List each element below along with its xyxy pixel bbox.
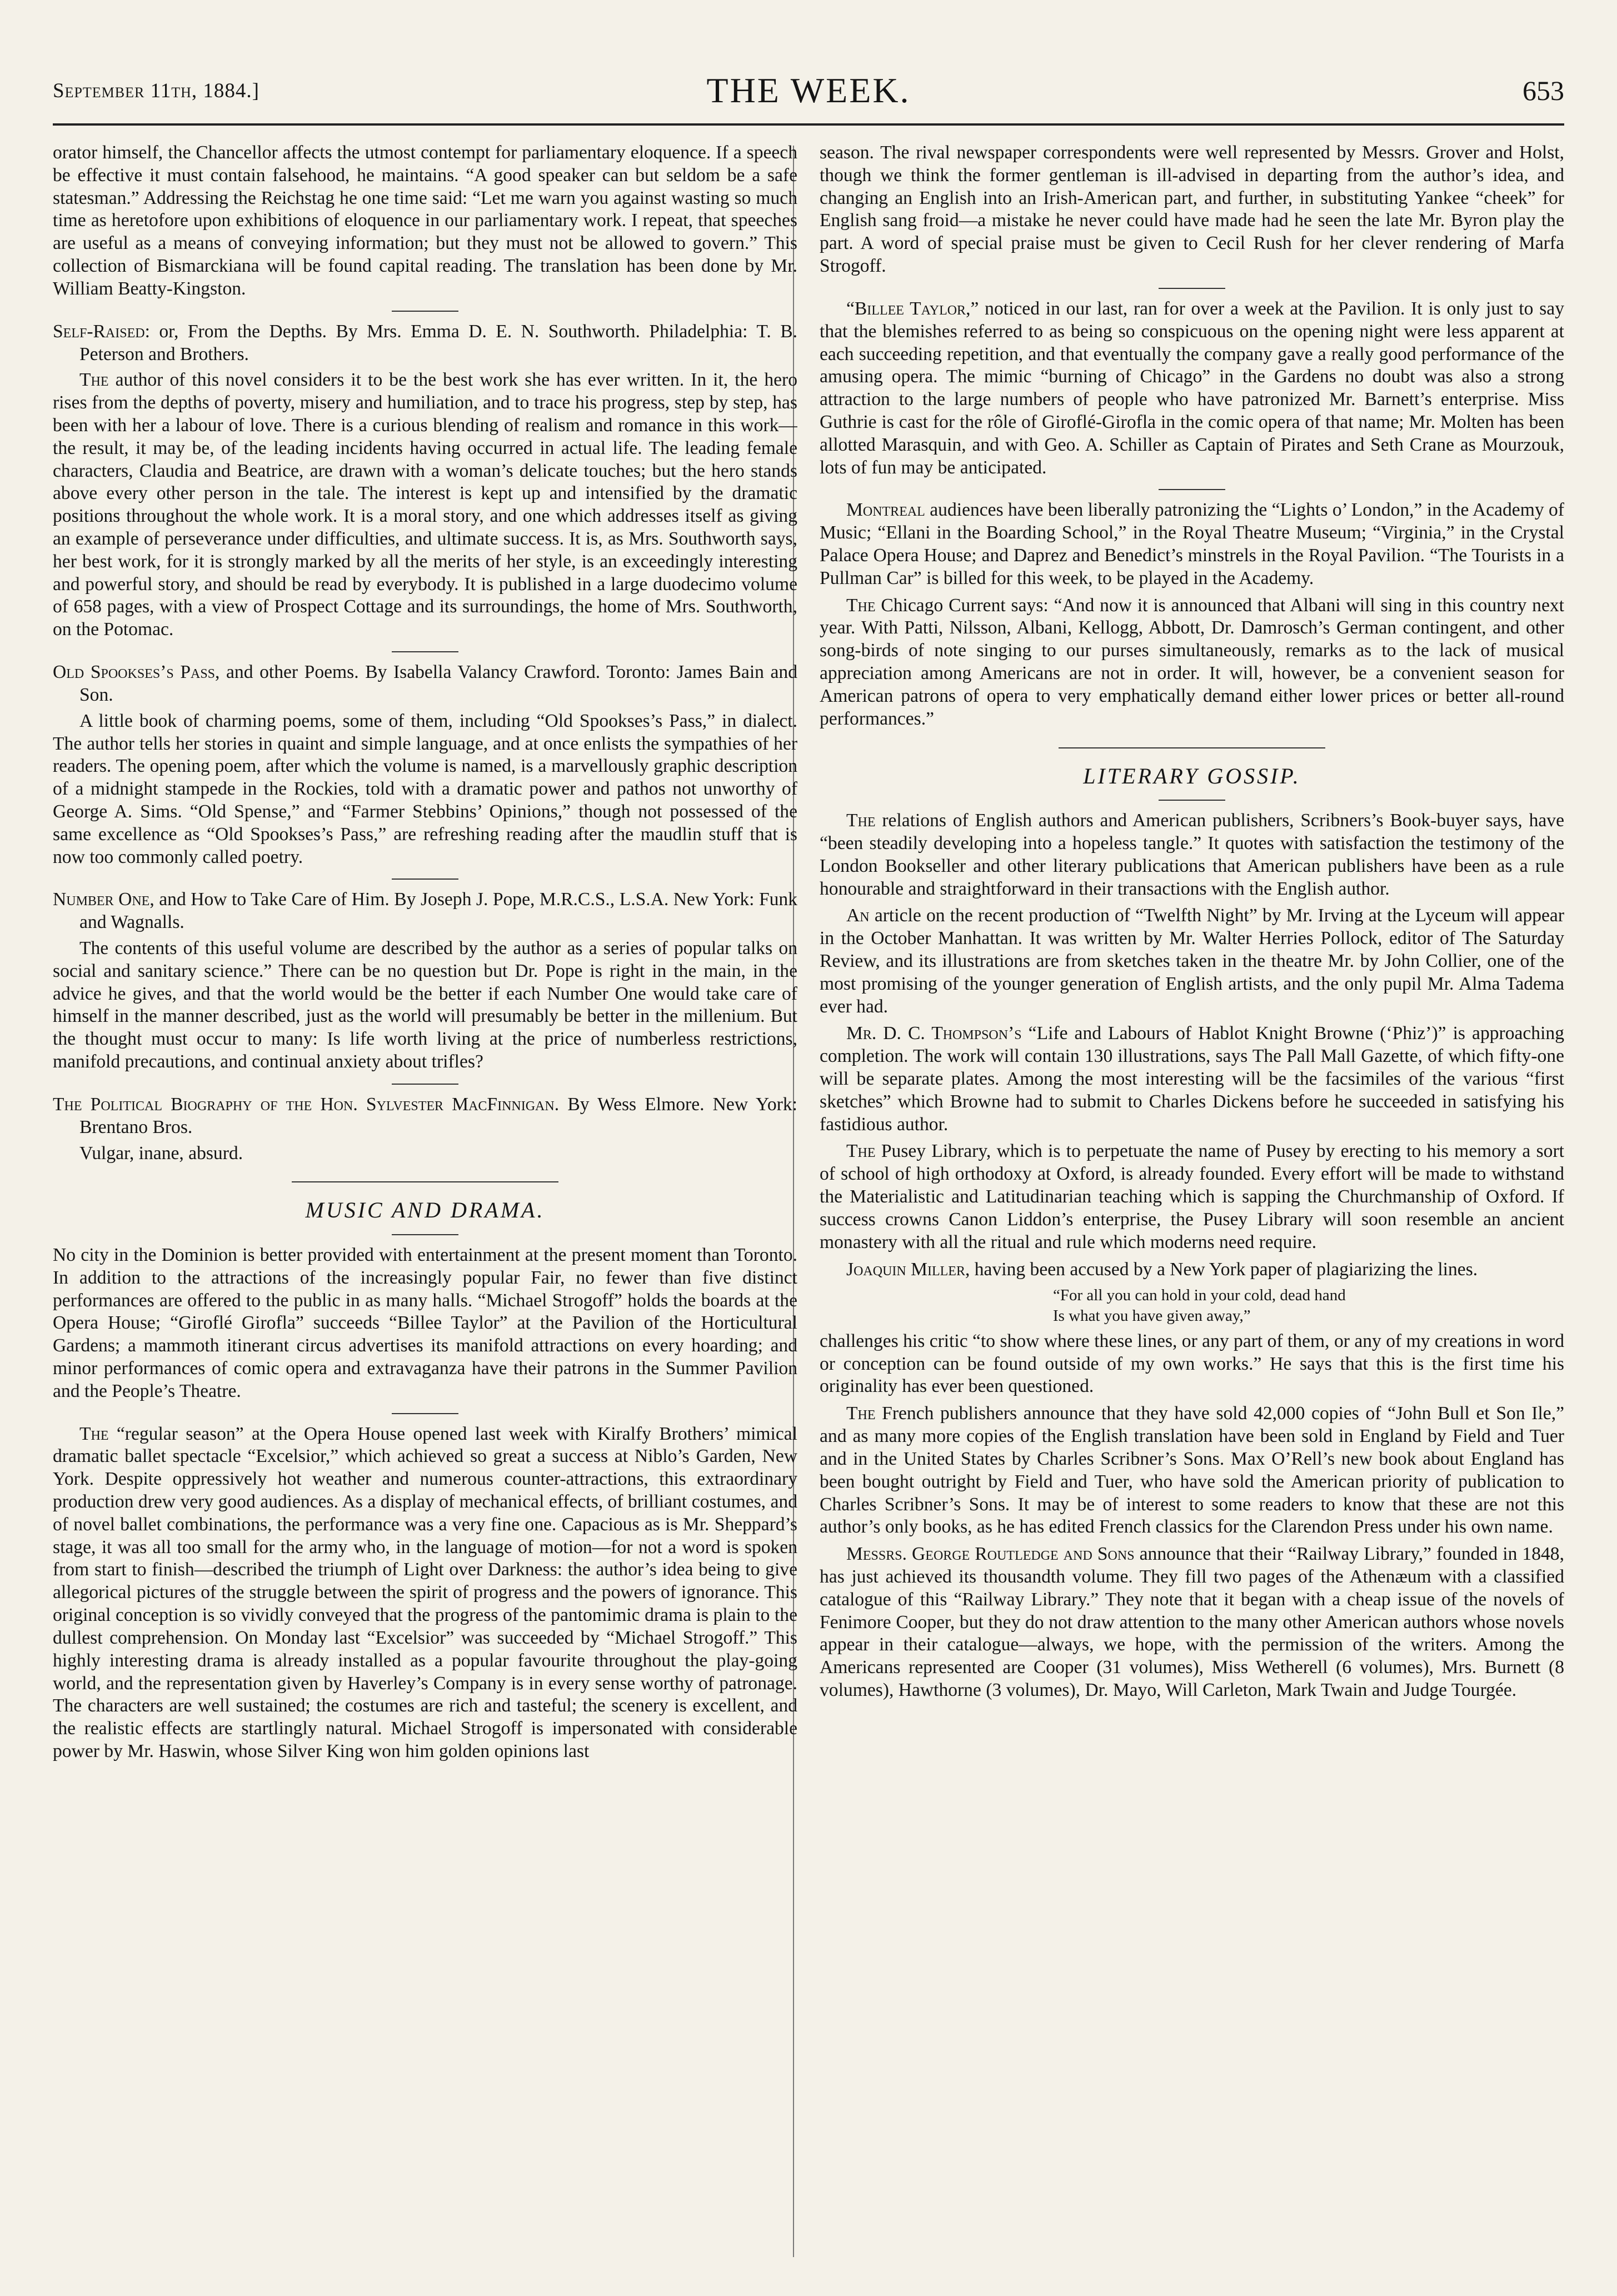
section-rule (1159, 288, 1225, 289)
section-rule (1159, 800, 1225, 801)
section-rule-long (1059, 747, 1325, 748)
paragraph-text: relations of English authors and American publishers, Scribners’s Book-buyer says, have “been steadily developing into a hopeless tangle.” It quotes with satisfaction the testimony of the London Bookseller and other literary publications that American publishers have been as a rule honourable and straightforward in their transactions with the English author. (820, 810, 1564, 899)
paragraph-text: having been accused by a New York paper of plagiarizing the lines. (974, 1259, 1478, 1280)
lead-word: The (846, 1403, 876, 1424)
review-info: or, From the Depths. By Mrs. Emma D. E. N. Southworth. Philadelphia: T. B. Peterson and Brothers. (79, 321, 797, 365)
review-info: and other Poems. By Isabella Valancy Crawford. Toronto: James Bain and Son. (79, 662, 797, 705)
review-body-self-raised (53, 369, 797, 641)
paragraph-text: audiences have been liberally patronizing the “Lights o’ London,” in the Academy of Music; “Ellani in the Boarding School,” in the Royal Theatre Museum; “Virginia,” in the Crystal Palace Opera House; and Daprez and Benedict’s minstrels in the Royal Pavilion. “The Tourists in a Pullman Car” is billed for this week, to be played in the Academy. (820, 500, 1564, 588)
section-rule (392, 1234, 458, 1235)
review-body-old-spookses: A little book of charming poems, some of them, including “Old Spookses’s Pass,” in dialect. The author tells her stories in quaint and simple language, and at once enlists the sympathies of her readers. The opening poem, after which the volume is named, is a marvellously graphic description of a midnight stampede in the Rockies, told with a dramatic power and pathos not unworthy of George A. Sims. “Old Spense,” and “Farmer Stebbins’ Opinions,” though not possessed of the same excellence as “Old Spookses’s Pass,” are refreshing reading after the maudlin stuff that is now too commonly called poetry. (53, 710, 797, 867)
review-heading-macfinnigan (53, 1094, 797, 1139)
montreal-paragraph (820, 499, 1564, 590)
review-title: Old Spookses’s Pass, (53, 662, 220, 683)
lead-word: The (846, 1141, 876, 1162)
gossip-paragraph-3 (820, 1022, 1564, 1136)
review-title: Self-Raised: (53, 321, 150, 342)
review-body-number-one: The contents of this useful volume are described by the author as a series of popular talks on social and sanitary science.” There can be no question but Dr. Pope is right in the main, in the advice he gives, and that the world would be the better if each Number One would take care of himself in the manner described, just as the world will presumably be better in the millenium. But the thought must occur to many: Is life worth living at the price of numberless restrictions, manifold precautions, and continual anxiety about trifles? (53, 938, 797, 1072)
paragraph-text: noticed in our last, ran for over a week at the Pavilion. It is only just to say that the blemishes referred to as being so conspicuous on the opening night were less apparent at each succeeding repetition, and that eventually the company gave a really good performance of the amusing opera. The mimic “burning of Chicago” in the Gardens no doubt was also a strong attraction to the large numbers of people who have patronized Mr. Barnett’s enterprise. Miss Guthrie is cast for the rôle of Giroflé-Girofla in the comic opera of that name; Mr. Molten has been allotted Marasquin, and with Geo. A. Schiller as Captain of Pirates and Seth Crane as Mourzouk, lots of fun may be anticipated. (820, 298, 1564, 478)
review-title: Number One, (53, 889, 154, 910)
right-column (820, 142, 1564, 2264)
music-paragraph-1: No city in the Dominion is better provided with entertainment at the present moment than Toronto. In addition to the attractions of the increasingly popular Fair, no fewer than five distinct performances are offered to the public in as many halls. “Michael Strogoff” holds the boards at the Opera House; “Giroflé Girofla” succeeds “Billee Taylor” at the Pavilion of the Horticultural Gardens; a mammoth itinerant circus advertises its manifold attractions on every hoarding; and minor performances of comic opera and extravaganza have their patrons in the Summer Pavilion and the People’s Theatre. (53, 1244, 797, 1401)
masthead: THE WEEK. (706, 71, 911, 110)
section-rule (1159, 489, 1225, 490)
music-paragraph-2 (53, 1423, 797, 1763)
page-header (53, 66, 1564, 116)
lead-word: Mr. D. C. Thompson’s (846, 1023, 1022, 1044)
section-rule-long (292, 1181, 558, 1182)
review-title: The Political Biography of the Hon. Sylvester MacFinnigan. (53, 1094, 560, 1115)
review-text: author of this novel considers it to be the best work she has ever written. In it, the hero rises from the depths of poverty, misery and humiliation, and to trace his progress, step by step, has been with her a labour of love. There is a curious blending of realism and romance in this work—the result, it may be, of the leading incidents having occurred in actual life. The leading female characters, Claudia and Beatrice, are drawn with a woman’s delicate touches; but the hero stands above every other person in the tale. The interest is kept up and intensified by the dramatic positions throughout the whole work. It is a moral story, and one which addresses itself as giving an example of perseverance under difficulties, and ultimate success. It is, as Mrs. Southworth says, her best work, for it is strongly marked by all the merits of her style, is an exceedingly interesting and powerful story, and should be read by everybody. It is published in a large duodecimo volume of 658 pages, with a view of Prospect Cottage and its surroundings, the home of Mrs. Southworth, on the Potomac. (53, 370, 797, 640)
issue-date: September 11th, 1884.] (53, 79, 259, 102)
review-body-macfinnigan: Vulgar, inane, absurd. (79, 1142, 243, 1164)
billee-taylor-paragraph (820, 298, 1564, 480)
review-heading-old-spookses (53, 661, 797, 707)
lead-word: An (846, 905, 870, 926)
music-continuation: season. The rival newspaper correspondents were well represented by Messrs. Grover and Holst, though we think the former gentleman is ill-advised in departing from the author’s idea, and changing an English into an Irish-American part, and further, in substituting Yankee “cheek” for English sang froid—a mistake he never could have made had he seen the late Mr. Byron play the part. A word of special praise must be given to Cecil Rush for her clever rendering of Marfa Strogoff. (820, 142, 1564, 277)
section-rule (392, 1413, 458, 1414)
verse-line-1: “For all you can hold in your cold, dead hand (1053, 1286, 1346, 1305)
gossip-paragraph-5 (820, 1259, 1564, 1281)
review-info: and How to Take Care of Him. By Joseph J. Pope, M.R.C.S., L.S.A. New York: Funk and Wagnalls. (79, 889, 797, 933)
paragraph-text: “regular season” at the Opera House opened last week with Kiralfy Brothers’ mimical dramatic ballet spectacle “Excelsior,” which achieved so great a success at Niblo’s Garden, New York. Despite oppressively hot weather and numerous counter-attractions, this extraordinary production drew very good audiences. As a display of mechanical effects, of brilliant costumes, and of novel ballet combinations, the performance was a very fine one. Capacious as is Mr. Sheppard’s stage, it was all too small for the army who, in the language of motion—for not a word is spoken from start to finish—described the triumph of Light over Darkness: the author’s idea being to give allegorical pictures of the struggle between the spirit of progress and the powers of ignorance. This original conception is so vividly conveyed that the progress of the pantomimic drama is plain to the dullest comprehension. On Monday last “Excelsior” was succeeded by “Michael Strogoff.” This highly interesting drama is already installed as a popular favourite throughout the play-going world, and the representation given by Haverley’s Company is in every sense worthy of patronage. The characters are well sustained; the costumes are rich and tasteful; the scenery is excellent, and the realistic effects are startlingly natural. Michael Strogoff is impersonated with considerable power by Mr. Haswin, whose Silver King won him golden opinions last (53, 1423, 797, 1761)
paragraph-text: article on the recent production of “Twelfth Night” by Mr. Irving at the Lyceum will appear in the October Manhattan. It was written by Mr. Walter Herries Pollock, editor of The Saturday Review, and its illustrations are from sketches taken in the theatre Mr. by John Collier, one of the most promising of the younger generation of English artists, and the only pupil Mr. Alma Tadema ever had. (820, 905, 1564, 1017)
gossip-paragraph-2 (820, 905, 1564, 1018)
lead-word: Messrs. George Routledge and Sons (846, 1544, 1135, 1565)
paragraph-text: Pusey Library, which is to perpetuate the name of Pusey by erecting to his memory a sort of school of high orthodoxy at Oxford, is already founded. Every effort will be made to withstand the Materialistic and Latitudinarian teaching which is sapping the Churchmanship of Oxford. If success crowns Canon Liddon’s enterprise, the Pusey Library will soon resemble an ancient monastery with all the ritual and rule which moderns need require. (820, 1141, 1564, 1252)
section-title-literary-gossip: LITERARY GOSSIP. (1083, 763, 1301, 788)
lead-word: Joaquin Miller, (846, 1259, 970, 1280)
gossip-paragraph-7 (820, 1543, 1564, 1702)
paragraph-text: announce that their “Railway Library,” founded in 1848, has just achieved its thousandth volume. They fill two pages of the Athenæum with a classified catalogue of this “Railway Library.” They note that it began with a cheap issue of the novels of Fenimore Cooper, but they do not draw attention to the many other American authors whose novels appear in their catalogue—always, we hope, with the permission of the writers. Among the Americans represented are Cooper (31 volumes), Miss Wetherell (6 volumes), Mrs. Burnett (8 volumes), Hawthorne (3 volumes), Dr. Mayo, Will Carleton, Mark Twain and Judge Tourgée. (820, 1544, 1564, 1701)
review-heading-number-one (53, 889, 797, 934)
header-rule (53, 123, 1564, 126)
section-rule (392, 311, 458, 312)
quoted-verse (820, 1285, 1564, 1326)
lead-word: The (846, 810, 876, 831)
section-rule (392, 879, 458, 880)
gossip-paragraph-5-continuation: challenges his critic “to show where these lines, or any part of them, or any of my creations in word or conception can be found outside of my own works.” He says that this is the first time his originality has ever been questioned. (820, 1330, 1564, 1397)
lead-word: The (846, 595, 876, 616)
left-column (53, 142, 797, 2264)
review-heading-self-raised (53, 321, 797, 366)
bismarck-continuation: orator himself, the Chancellor affects the utmost contempt for parliamentary eloquence. If a speech be effective it must contain falsehood, he maintains. “A good speaker can but seldom be a safe statesman.” Addressing the Reichstag he one time said: “Let me warn you against wasting so much time as heretofore upon exhibitions of eloquence in our parliamentary work. I repeat, that speeches are useful as a means of conveying information; but they must not be allowed to govern.” This collection of Bismarckiana will be found capital reading. The translation has been done by Mr. William Beatty-Kingston. (53, 142, 797, 299)
section-rule (392, 1084, 458, 1085)
lead-word: The (79, 370, 109, 391)
section-title-music-drama: MUSIC AND DRAMA. (305, 1197, 545, 1223)
review-info: By Wess Elmore. New York: Brentano Bros. (79, 1094, 797, 1137)
paragraph-text: “Life and Labours of Hablot Knight Browne (‘Phiz’)” is approaching completion. The work will contain 130 illustrations, says The Pall Mall Gazette, of which fifty-one will be separate plates. Among the most interesting will be the facsimiles of the various “first sketches” which Browne had to submit to Charles Dickens before he succeeded in satisfying his fastidious author. (820, 1023, 1564, 1135)
paragraph-text: French publishers announce that they have sold 42,000 copies of “John Bull et Son Ile,” and as many more copies of the English translation have been sold in England by Field and Tuer and in the United States by Charles Scribner’s Sons. Max O’Rell’s new book about England has been bought outright by Field and Tuer, who have sold the American priority of publication to Charles Scribner’s Sons. It may be of interest to some readers to know that these are not this author’s only books, as he has edited French classics for the Clarendon Press under his own name. (820, 1403, 1564, 1538)
chicago-current-paragraph (820, 595, 1564, 731)
lead-word: “Billee Taylor,” (846, 298, 979, 319)
gossip-paragraph-4 (820, 1140, 1564, 1254)
paragraph-text: Chicago Current says: “And now it is announced that Albani will sing in this country next year. With Patti, Nilsson, Albani, Kellogg, Abbott, Dr. Damrosch’s German contingent, and other song-birds of note singing to our purses simultaneously, remarks as to the lack of musical appreciation among Americans are not in order. It will, however, be a convenient season for American patrons of opera to very emphatically demand either lower prices or better all-round performances.” (820, 595, 1564, 729)
gossip-paragraph-1 (820, 810, 1564, 900)
section-rule (392, 651, 458, 652)
lead-word: Montreal (846, 500, 925, 521)
lead-word: The (79, 1423, 109, 1444)
verse-line-2: Is what you have given away,” (1053, 1306, 1251, 1325)
page-number: 653 (1523, 75, 1564, 106)
gossip-paragraph-6 (820, 1402, 1564, 1539)
